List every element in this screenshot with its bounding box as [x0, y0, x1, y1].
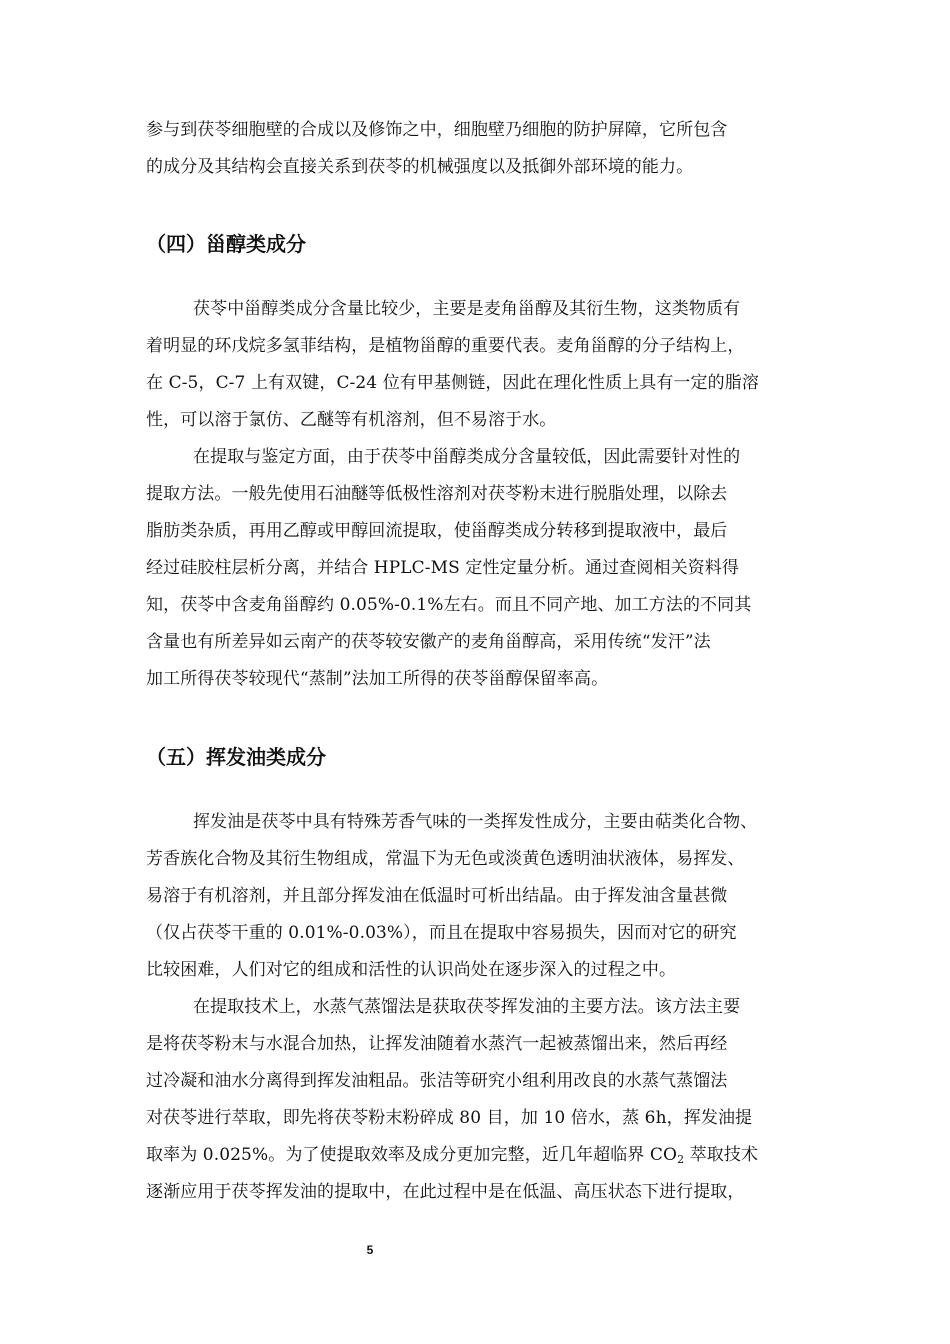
s4-p2-line-6: 含量也有所差异如云南产的茯苓较安徽产的麦角甾醇高，采用传统“发汗”法 — [146, 632, 711, 652]
s5-p2-line-6: 逐渐应用于茯苓挥发油的提取中，在此过程中是在低温、高压状态下进行提取， — [146, 1182, 745, 1202]
co2-subscript: 2 — [677, 1153, 685, 1166]
s5-p2-line-5-rest: 萃取技术 — [684, 1145, 759, 1165]
s4-p2-line-2: 提取方法。一般先使用石油醚等低极性溶剂对茯苓粉末进行脱脂处理，以除去 — [146, 484, 728, 504]
s4-p2-line-4: 经过硅胶柱层析分离，并结合 HPLC-MS 定性定量分析。通过查阅相关资料得 — [146, 558, 739, 578]
s4-p1-line-3: 在 C-5，C-7 上有双键，C-24 位有甲基侧链，因此在理化性质上具有一定的脂溶 — [146, 373, 759, 393]
s5-p2-line-3: 过冷凝和油水分离得到挥发油粗品。张洁等研究小组利用改良的水蒸气蒸馏法 — [146, 1071, 728, 1091]
intro-line-2: 的成分及其结构会直接关系到茯苓的机械强度以及抵御外部环境的能力。 — [146, 157, 694, 177]
s5-p2-line-1: 在提取技术上，水蒸气蒸馏法是获取茯苓挥发油的主要方法。该方法主要 — [193, 997, 741, 1017]
s5-p1-line-5: 比较困难，人们对它的组成和活性的认识尚处在逐步深入的过程之中。 — [146, 960, 677, 980]
s4-p1-line-2: 着明显的环戊烷多氢菲结构，是植物甾醇的重要代表。麦角甾醇的分子结构上， — [146, 336, 745, 356]
s5-p2-line-5 — [146, 1145, 758, 1165]
s4-p2-line-1: 在提取与鉴定方面，由于茯苓中甾醇类成分含量较低，因此需要针对性的 — [193, 447, 741, 467]
s5-p2-line-5-text: 取率为 0.025%。为了使提取效率及成分更加完整，近几年超临界 CO — [146, 1145, 678, 1165]
section-heading-5: （五）挥发油类成分 — [146, 745, 326, 769]
s4-p2-line-5: 知，茯苓中含麦角甾醇约 0.05%-0.1%左右。而且不同产地、加工方法的不同其 — [146, 595, 752, 615]
s4-p2-line-7: 加工所得茯苓较现代“蒸制”法加工所得的茯苓甾醇保留率高。 — [146, 669, 609, 689]
s5-p1-line-3: 易溶于有机溶剂，并且部分挥发油在低温时可析出结晶。由于挥发油含量甚微 — [146, 886, 728, 906]
s5-p1-line-2: 芳香族化合物及其衍生物组成，常温下为无色或淡黄色透明油状液体，易挥发、 — [146, 849, 745, 869]
s5-p1-line-1: 挥发油是茯苓中具有特殊芳香气味的一类挥发性成分，主要由萜类化合物、 — [193, 812, 758, 832]
s5-p2-line-2: 是将茯苓粉末与水混合加热，让挥发油随着水蒸汽一起被蒸馏出来，然后再经 — [146, 1034, 728, 1054]
s4-p1-line-4: 性，可以溶于氯仿、乙醚等有机溶剂，但不易溶于水。 — [146, 410, 557, 430]
s4-p1-line-1: 茯苓中甾醇类成分含量比较少，主要是麦角甾醇及其衍生物，这类物质有 — [193, 299, 741, 319]
section-heading-4: （四）甾醇类成分 — [146, 232, 306, 256]
intro-line-1: 参与到茯苓细胞壁的合成以及修饰之中，细胞壁乃细胞的防护屏障，它所包含 — [146, 120, 728, 140]
s4-p2-line-3: 脂肪类杂质，再用乙醇或甲醇回流提取，使甾醇类成分转移到提取液中，最后 — [146, 521, 728, 541]
s5-p1-line-4: （仅占茯苓干重的 0.01%-0.03%），而且在提取中容易损失，因而对它的研究 — [146, 923, 737, 943]
page-number: 5 — [366, 1243, 374, 1257]
s5-p2-line-4: 对茯苓进行萃取，即先将茯苓粉末粉碎成 80 目，加 10 倍水，蒸 6h，挥发油提 — [146, 1108, 753, 1128]
